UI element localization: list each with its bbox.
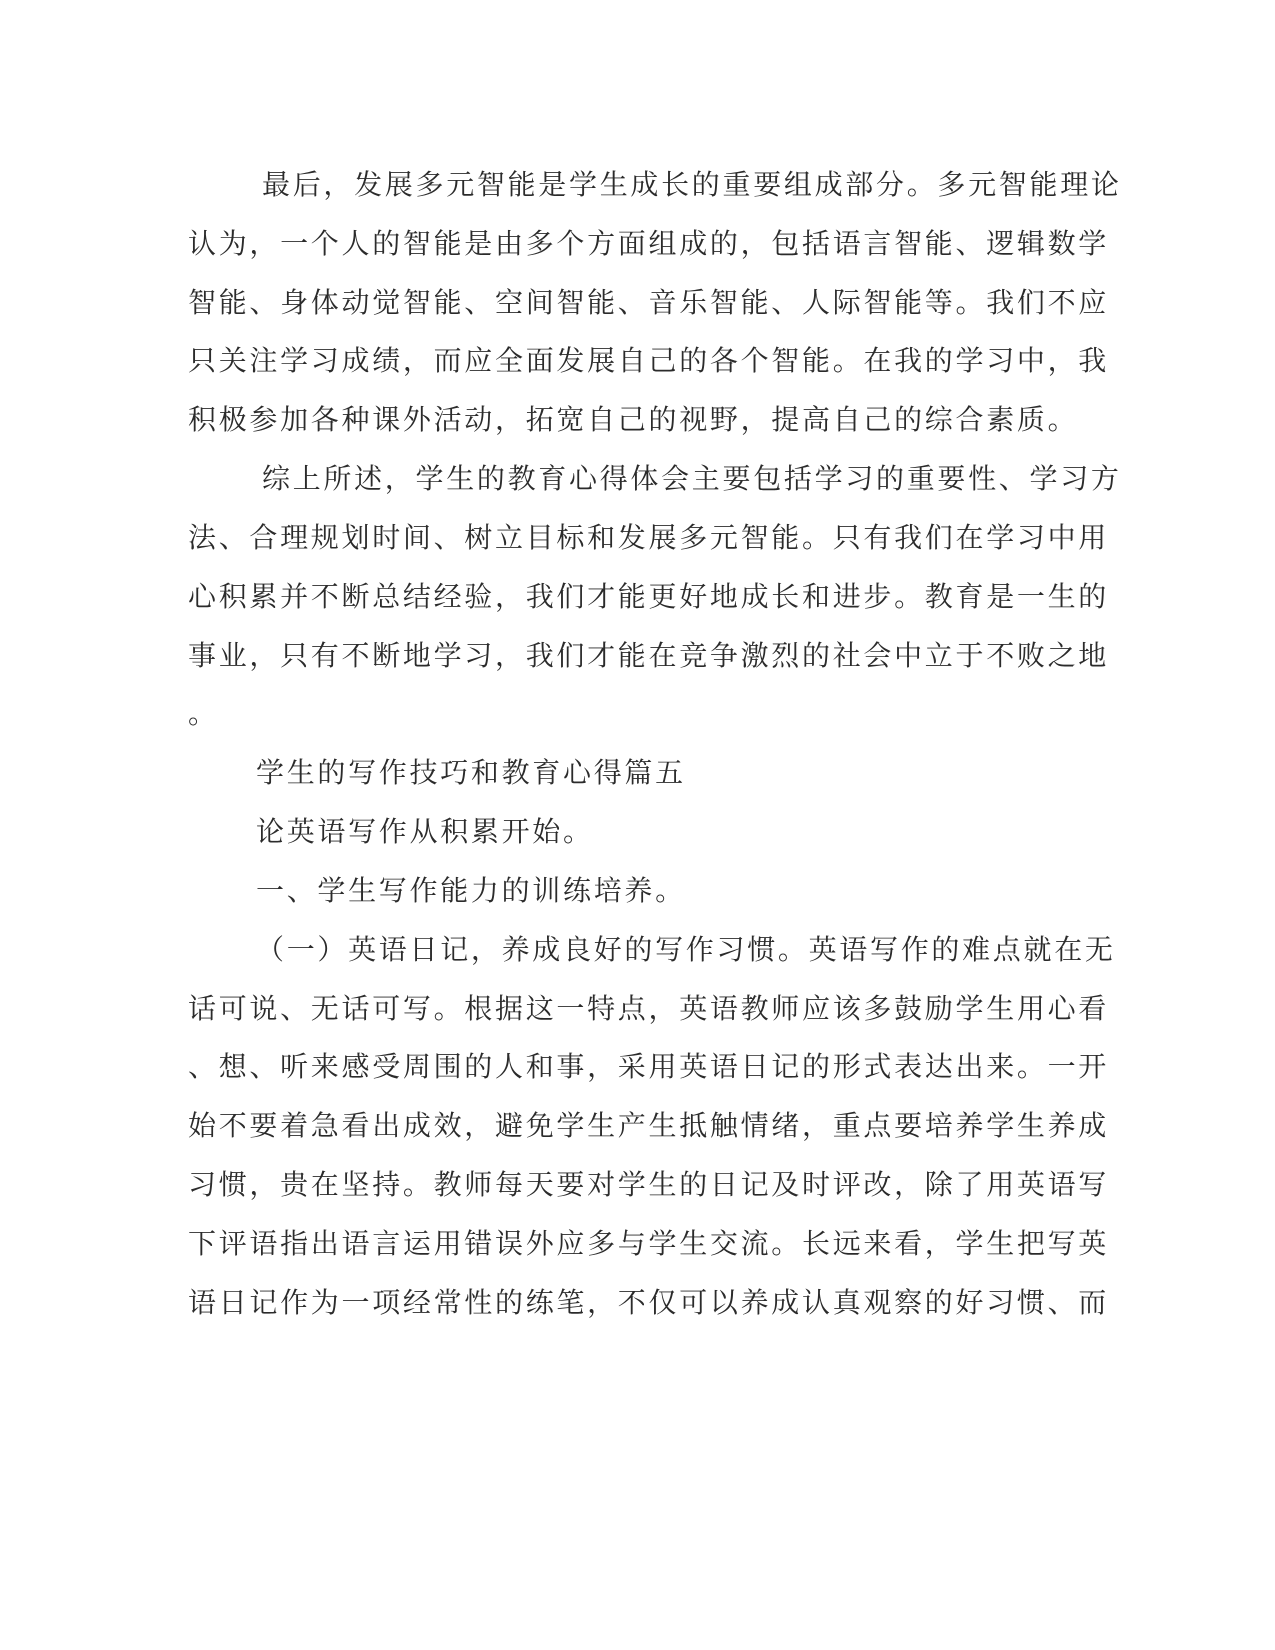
text-line: 、想、听来感受周围的人和事，采用英语日记的形式表达出来。一开 (188, 1050, 1110, 1083)
text-line: 积极参加各种课外活动，拓宽自己的视野，提高自己的综合素质。 (188, 403, 1079, 436)
text-line: 习惯，贵在坚持。教师每天要对学生的日记及时评改，除了用英语写 (188, 1168, 1110, 1201)
section-heading: 学生的写作技巧和教育心得篇五 (256, 756, 686, 789)
text-line: 综上所述，学生的教育心得体会主要包括学习的重要性、学习方 (262, 462, 1122, 495)
subheading: 论英语写作从积累开始。 (256, 815, 594, 848)
text-line: 话可说、无话可写。根据这一特点，英语教师应该多鼓励学生用心看 (188, 992, 1110, 1025)
text-line: 心积累并不断总结经验，我们才能更好地成长和进步。教育是一生的 (188, 580, 1110, 613)
subheading: 一、学生写作能力的训练培养。 (256, 874, 686, 907)
text-line: 智能、身体动觉智能、空间智能、音乐智能、人际智能等。我们不应 (188, 286, 1110, 319)
text-line: 。 (188, 697, 219, 730)
text-line: 语日记作为一项经常性的练笔，不仅可以养成认真观察的好习惯、而 (188, 1286, 1110, 1319)
text-line: 始不要着急看出成效，避免学生产生抵触情绪，重点要培养学生养成 (188, 1109, 1110, 1142)
text-line: 法、合理规划时间、树立目标和发展多元智能。只有我们在学习中用 (188, 521, 1110, 554)
text-line: 下评语指出语言运用错误外应多与学生交流。长远来看，学生把写英 (188, 1227, 1110, 1260)
text-line: 认为，一个人的智能是由多个方面组成的，包括语言智能、逻辑数学 (188, 227, 1110, 260)
text-line: 最后，发展多元智能是学生成长的重要组成部分。多元智能理论 (262, 168, 1122, 201)
text-line: 只关注学习成绩，而应全面发展自己的各个智能。在我的学习中，我 (188, 344, 1110, 377)
text-line: （一）英语日记，养成良好的写作习惯。英语写作的难点就在无 (256, 933, 1116, 966)
text-line: 事业，只有不断地学习，我们才能在竞争激烈的社会中立于不败之地 (188, 639, 1110, 672)
